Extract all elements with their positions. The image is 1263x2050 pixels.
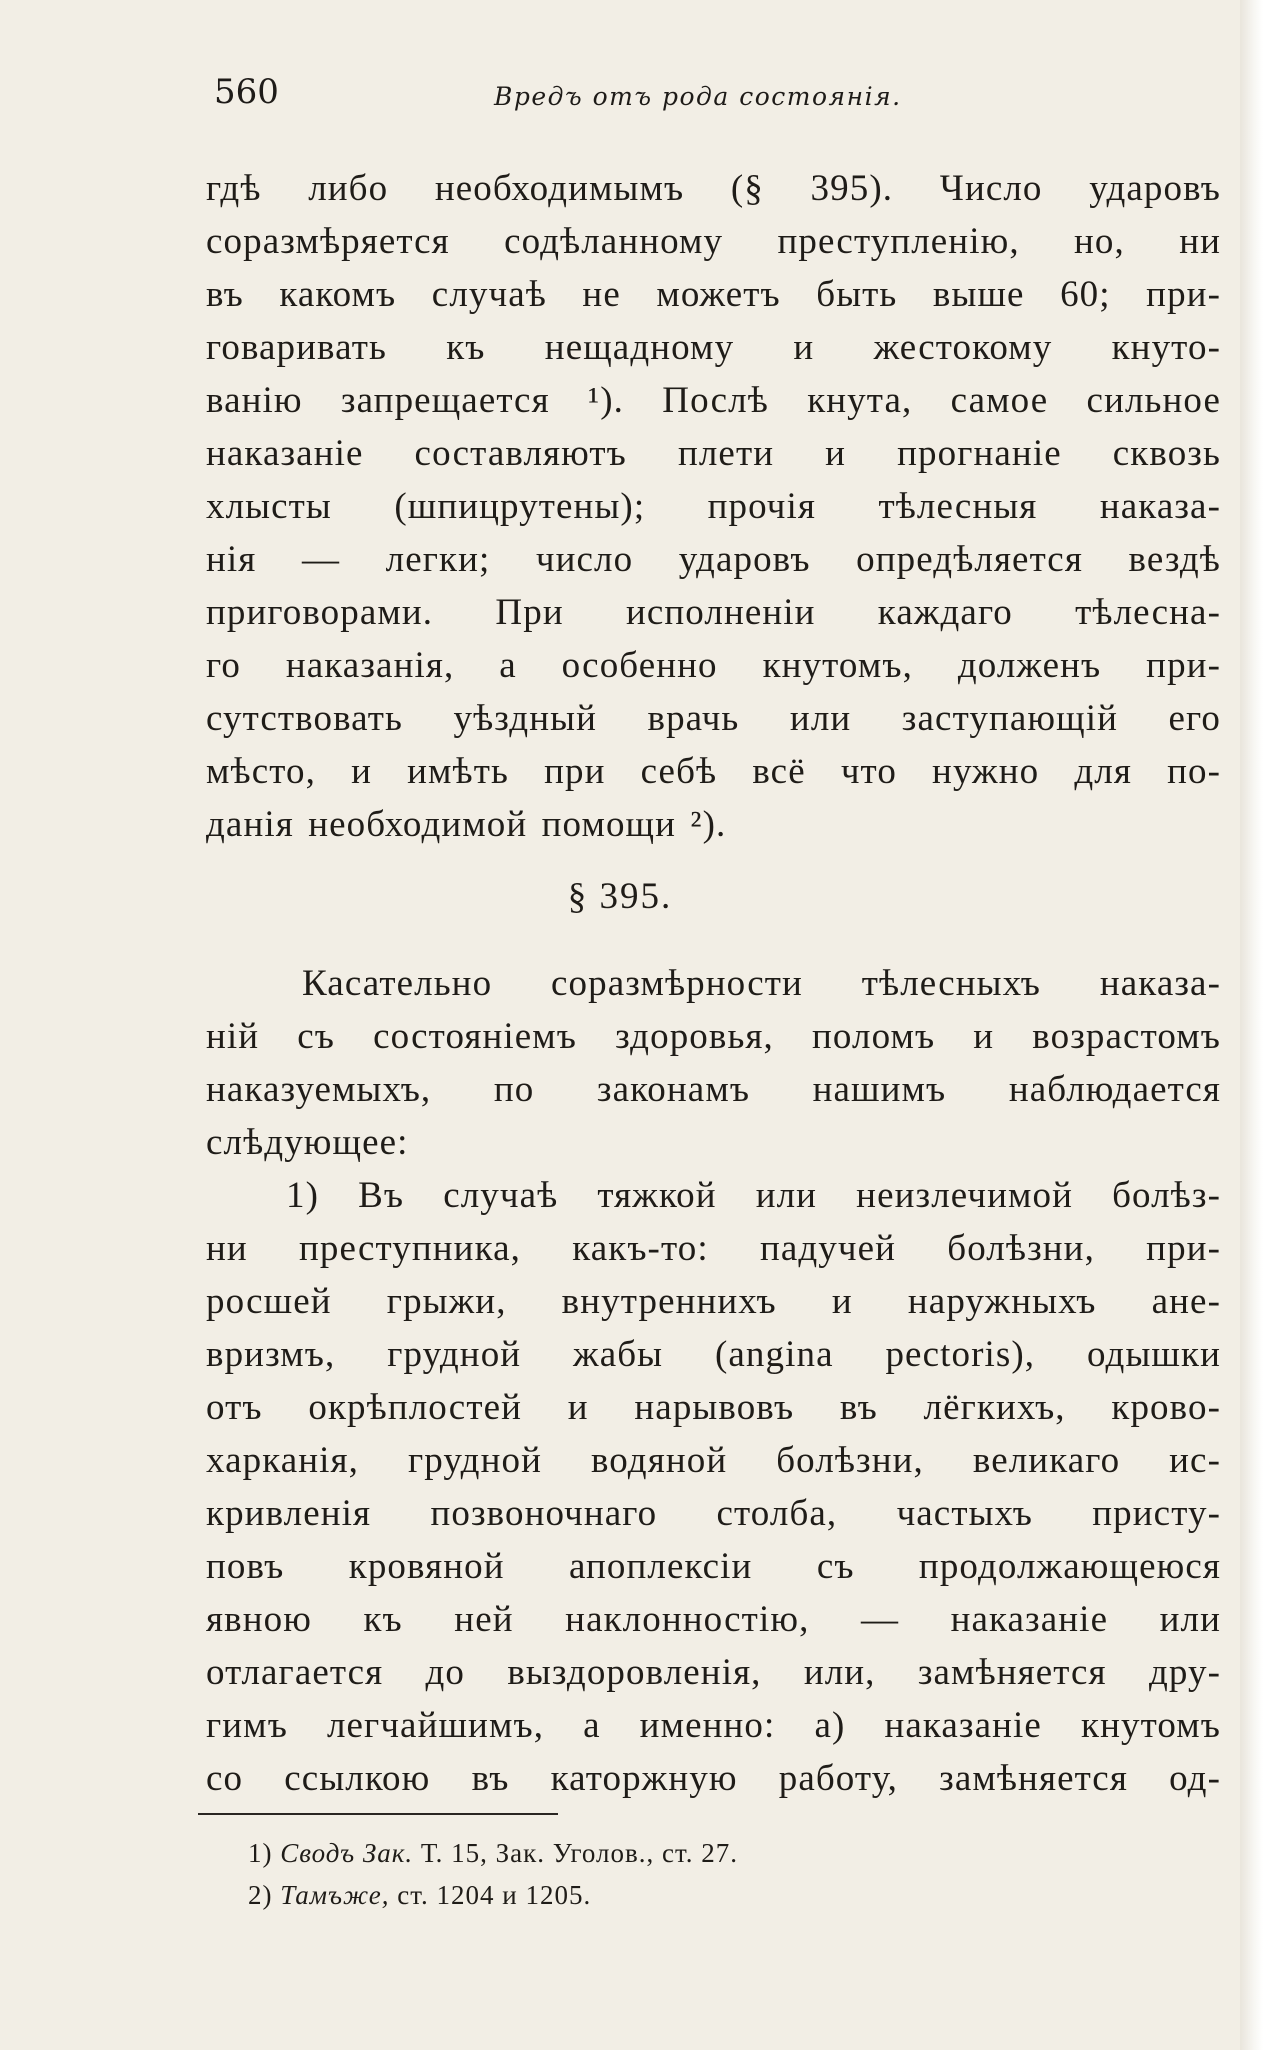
section-heading: § 395.	[567, 876, 673, 917]
text-line: Касательно соразмѣрности тѣлесныхъ наказа-	[302, 963, 1221, 1004]
text-line: со ссылкою въ каторжную работу, замѣняется од-	[206, 1758, 1221, 1799]
text-line: наказаніе составляютъ плети и прогнаніе сквозь	[206, 433, 1221, 474]
text-line: слѣдующее:	[206, 1122, 409, 1163]
footnotes	[248, 1832, 738, 1916]
footnote-source: Тамъже,	[280, 1880, 390, 1910]
text-line: гдѣ либо необходимымъ (§ 395). Число ударовъ	[206, 168, 1221, 209]
text-line: кривленія позвоночнаго столба, частыхъ присту-	[206, 1493, 1221, 1534]
page-edge	[1240, 0, 1263, 2050]
text-line: данія необходимой помощи ²).	[206, 804, 727, 845]
footnote	[248, 1874, 738, 1916]
text-line: наказуемыхъ, по законамъ нашимъ наблюдается	[206, 1069, 1221, 1110]
text-line: сутствовать уѣздный врачь или заступающій его	[206, 698, 1221, 739]
text-line: отлагается до выздоровленія, или, замѣняется дру-	[206, 1652, 1221, 1693]
text-line: ній съ состояніемъ здоровья, поломъ и возрастомъ	[206, 1016, 1221, 1057]
page-body	[206, 162, 1221, 1805]
text-line: ванію запрещается ¹). Послѣ кнута, самое сильное	[206, 380, 1221, 421]
page-header	[214, 72, 1240, 132]
text-line: приговорами. При исполненіи каждаго тѣлесна-	[206, 592, 1221, 633]
text-line: го наказанія, а особенно кнутомъ, долженъ при-	[206, 645, 1221, 686]
text-line: харканія, грудной водяной болѣзни, великаго ис-	[206, 1440, 1221, 1481]
footnote-reference: Т. 15, Зак. Уголов., ст. 27.	[420, 1838, 739, 1868]
text-line: соразмѣряется содѣланному преступленію, но, ни	[206, 221, 1221, 262]
text-line: отъ окрѣплостей и нарывовъ въ лёгкихъ, крово-	[206, 1387, 1221, 1428]
text-line: росшей грыжи, внутреннихъ и наружныхъ ане-	[206, 1281, 1221, 1322]
text-line: ни преступника, какъ-то: падучей болѣзни, при-	[206, 1228, 1221, 1269]
page-number: 560	[214, 72, 279, 112]
text-line: въ какомъ случаѣ не можетъ быть выше 60; при-	[206, 274, 1221, 315]
text-line: хлысты (шпицрутены); прочія тѣлесныя наказа-	[206, 486, 1221, 527]
footnote-marker: 1)	[248, 1838, 273, 1868]
text-line: вризмъ, грудной жабы (angina pectoris), одышки	[206, 1334, 1221, 1375]
text-line: нія — легки; число ударовъ опредѣляется вездѣ	[206, 539, 1221, 580]
text-line: явною къ ней наклонностію, — наказаніе или	[206, 1599, 1221, 1640]
footnote-source: Сводъ Зак.	[280, 1838, 414, 1868]
text-line: повъ кровяной апоплексіи съ продолжающеюся	[206, 1546, 1221, 1587]
text-line: мѣсто, и имѣть при себѣ всё что нужно для по-	[206, 751, 1221, 792]
footnote-reference: ст. 1204 и 1205.	[397, 1880, 592, 1910]
text-line: гимъ легчайшимъ, а именно: а) наказаніе кнутомъ	[206, 1705, 1221, 1746]
footnote-marker: 2)	[248, 1880, 273, 1910]
running-head: Вредъ отъ рода состоянія.	[494, 82, 902, 111]
text-line: 1) Въ случаѣ тяжкой или неизлечимой болѣз-	[286, 1175, 1221, 1216]
text-line: говаривать къ нещадному и жестокому кнуто-	[206, 327, 1221, 368]
footnote-divider	[198, 1813, 558, 1815]
footnote	[248, 1832, 738, 1874]
